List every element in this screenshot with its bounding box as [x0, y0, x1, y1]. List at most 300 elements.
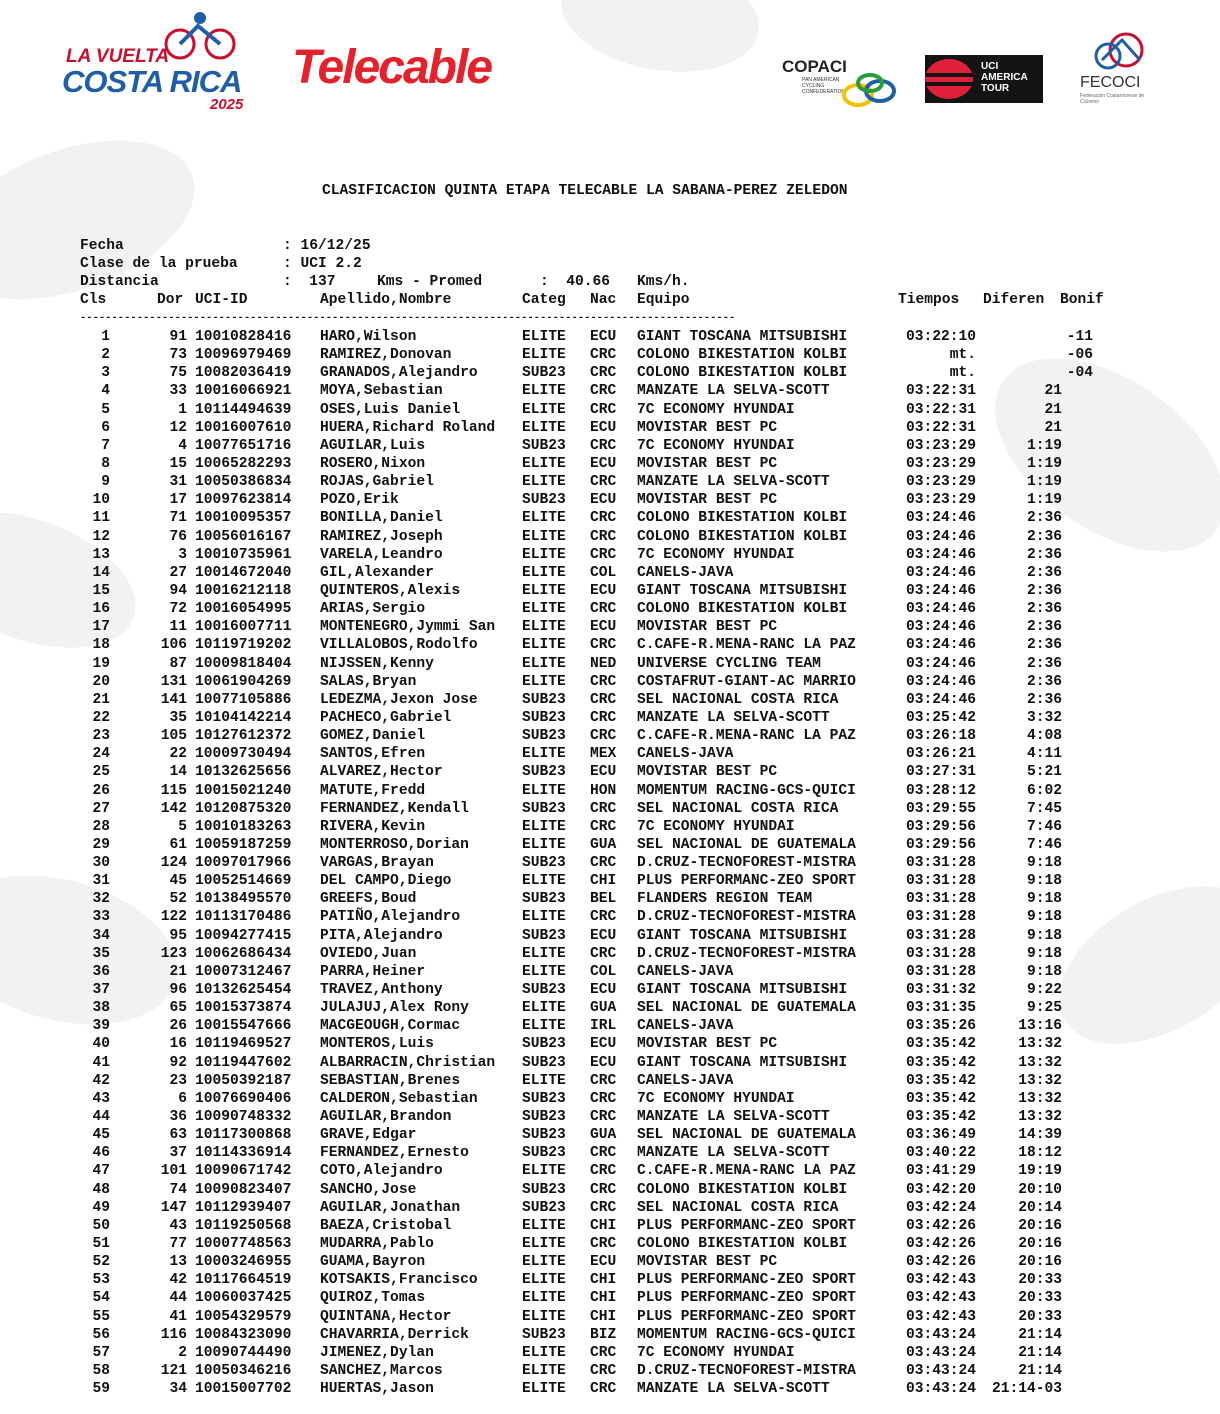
cell-uci: 10094277415 — [195, 927, 292, 944]
cell-nac: CRC — [590, 1090, 617, 1107]
cell-team: GIANT TOSCANA MITSUBISHI — [637, 582, 848, 599]
cell-team: 7C ECONOMY HYUNDAI — [637, 818, 795, 835]
cell-nac: CRC — [590, 383, 617, 400]
cell-cls: 8 — [101, 455, 110, 472]
cell-dor: 65 — [169, 1000, 187, 1017]
cell-uci: 10065282293 — [195, 455, 292, 472]
cell-uci: 10054329579 — [195, 1308, 292, 1325]
cell-cls: 1 — [101, 329, 110, 345]
cell-time: 03:31:28 — [905, 891, 976, 908]
fecoci-logo — [1078, 30, 1158, 112]
cell-diff: 2:36 — [1026, 619, 1062, 636]
cell-name: AGUILAR,Brandon — [320, 1109, 452, 1126]
cell-categ: ELITE — [522, 455, 566, 472]
uci-line3: TOUR — [981, 83, 1010, 94]
cell-team: C.CAFE-R.MENA-RANC LA PAZ — [637, 637, 856, 654]
cell-dor: 37 — [169, 1145, 187, 1162]
cell-time: 03:41:29 — [905, 1163, 976, 1180]
cell-name: GOMEZ,Daniel — [320, 728, 426, 745]
cell-nac: CRC — [590, 1163, 617, 1180]
cell-uci: 10113170486 — [195, 909, 292, 926]
cell-cls: 2 — [101, 347, 110, 364]
cell-name: CHAVARRIA,Derrick — [320, 1326, 469, 1343]
cell-dor: 41 — [169, 1308, 187, 1325]
cell-categ: ELITE — [522, 1381, 566, 1398]
cell-uci: 10119469527 — [195, 1036, 292, 1053]
cell-team: MOMENTUM RACING-GCS-QUICI — [637, 1326, 856, 1343]
cell-time: 03:42:26 — [905, 1217, 976, 1234]
cell-team: SEL NACIONAL DE GUATEMALA — [637, 1127, 856, 1144]
cell-nac: CRC — [590, 800, 617, 817]
cell-nac: ECU — [590, 982, 617, 999]
cell-nac: ECU — [590, 492, 617, 509]
cell-time: 03:27:31 — [905, 764, 976, 781]
cell-time: 03:43:24 — [905, 1381, 976, 1398]
cell-name: ARIAS,Sergio — [320, 601, 426, 618]
cell-nac: ECU — [590, 582, 617, 599]
cell-time: 03:42:43 — [905, 1272, 976, 1289]
uci-stripes-icon — [925, 55, 981, 103]
cell-cls: 12 — [92, 528, 110, 545]
cell-diff: 9:18 — [1026, 891, 1062, 908]
cell-name: QUIROZ,Tomas — [320, 1290, 426, 1307]
cell-cls: 59 — [92, 1381, 110, 1398]
cell-diff: 2:36 — [1026, 601, 1062, 618]
cell-uci: 10104142214 — [195, 709, 292, 726]
cell-cls: 36 — [92, 963, 110, 980]
cell-dor: 63 — [169, 1127, 187, 1144]
fecha-value: : 16/12/25 — [283, 238, 371, 254]
cell-categ: ELITE — [522, 945, 566, 962]
col-bonif: Bonif — [1060, 292, 1104, 308]
col-uci-id: UCI-ID — [195, 292, 248, 308]
cell-time: 03:31:28 — [905, 927, 976, 944]
cell-categ: SUB23 — [522, 1181, 566, 1198]
cell-nac: CRC — [590, 1181, 617, 1198]
cell-time: 03:24:46 — [905, 510, 976, 527]
cell-categ: ELITE — [522, 401, 566, 418]
cell-uci: 10119719202 — [195, 637, 292, 654]
cell-uci: 10003246955 — [195, 1254, 292, 1271]
cell-uci: 10052514669 — [195, 873, 292, 890]
cell-nac: CRC — [590, 546, 617, 563]
cell-uci: 10097017966 — [195, 855, 292, 872]
cell-time: 03:42:24 — [905, 1199, 976, 1216]
cell-nac: CRC — [590, 401, 617, 418]
cell-categ: ELITE — [522, 1272, 566, 1289]
promed-label: Kms - Promed — [377, 274, 483, 290]
cell-categ: SUB23 — [522, 1109, 566, 1126]
cell-diff: 9:22 — [1026, 982, 1062, 999]
cell-cls: 34 — [92, 927, 110, 944]
cell-time: 03:28:12 — [905, 782, 976, 799]
cell-uci: 10009730494 — [195, 746, 292, 763]
cell-nac: CRC — [590, 437, 617, 454]
cell-nac: CRC — [590, 1362, 617, 1379]
cell-dor: 123 — [160, 945, 187, 962]
cyclist-icon — [160, 10, 240, 60]
cell-cls: 52 — [92, 1254, 110, 1271]
cell-name: HARO,Wilson — [320, 329, 417, 345]
cell-team: MOVISTAR BEST PC — [637, 455, 778, 472]
cell-name: RIVERA,Kevin — [320, 818, 426, 835]
cell-name: BAEZA,Cristobal — [320, 1217, 452, 1234]
cell-categ: ELITE — [522, 836, 566, 853]
cell-uci: 10016007610 — [195, 419, 292, 436]
cell-diff: 21 — [1044, 401, 1062, 418]
cell-dor: 52 — [169, 891, 187, 908]
cell-time: 03:31:28 — [905, 963, 976, 980]
cell-team: PLUS PERFORMANC-ZEO SPORT — [637, 1217, 856, 1234]
cell-team: GIANT TOSCANA MITSUBISHI — [637, 927, 848, 944]
cell-diff: 21:14 — [1018, 1326, 1062, 1343]
cell-team: C.CAFE-R.MENA-RANC LA PAZ — [637, 1163, 856, 1180]
cell-nac: CRC — [590, 1381, 617, 1398]
cell-team: MOVISTAR BEST PC — [637, 764, 778, 781]
col-time: Tiempos — [898, 292, 960, 308]
cell-diff: 9:18 — [1026, 963, 1062, 980]
cell-nac: CRC — [590, 1145, 617, 1162]
cell-dor: 141 — [160, 691, 187, 708]
cell-name: SALAS,Bryan — [320, 673, 417, 690]
cell-cls: 3 — [101, 365, 110, 382]
cell-dor: 142 — [160, 800, 187, 817]
clase-label: Clase de la prueba — [80, 256, 238, 272]
cell-diff: 20:16 — [1018, 1217, 1062, 1234]
cell-time: 03:22:31 — [905, 383, 976, 400]
cell-diff: 9:18 — [1026, 909, 1062, 926]
cell-name: MOYA,Sebastian — [320, 383, 443, 400]
telecable-logo: Telecable — [292, 41, 492, 94]
fecoci-cyclist-icon — [1078, 30, 1158, 74]
cell-categ: ELITE — [522, 909, 566, 926]
cell-team: GIANT TOSCANA MITSUBISHI — [637, 329, 848, 345]
cell-team: SEL NACIONAL COSTA RICA — [637, 691, 839, 708]
cell-categ: ELITE — [522, 1236, 566, 1252]
cell-uci: 10010735961 — [195, 546, 292, 563]
cell-name: BONILLA,Daniel — [320, 510, 443, 527]
cell-dor: 121 — [160, 1362, 187, 1379]
cell-name: HUERA,Richard Roland — [320, 419, 496, 436]
cell-categ: SUB23 — [522, 1036, 566, 1053]
cell-cls: 44 — [92, 1109, 110, 1126]
cell-time: 03:24:46 — [905, 528, 976, 545]
cell-nac: CRC — [590, 1199, 617, 1216]
cell-diff: 2:36 — [1026, 582, 1062, 599]
cell-nac: CHI — [590, 1290, 617, 1307]
uci-text — [981, 61, 1028, 94]
cell-uci: 10127612372 — [195, 728, 292, 745]
cell-cls: 20 — [92, 673, 110, 690]
cell-categ: ELITE — [522, 582, 566, 599]
col-categ: Categ — [522, 292, 566, 308]
cell-categ: ELITE — [522, 619, 566, 636]
cell-name: MONTENEGRO,Jymmi San — [320, 619, 496, 636]
cell-diff: 7:46 — [1026, 818, 1062, 835]
cell-diff: 7:45 — [1026, 800, 1062, 817]
cell-uci: 10117664519 — [195, 1272, 292, 1289]
cell-cls: 30 — [92, 855, 110, 872]
cell-diff: 20:33 — [1018, 1308, 1062, 1325]
cell-dor: 122 — [160, 909, 187, 926]
cell-time: 03:40:22 — [905, 1145, 976, 1162]
cell-diff: 2:36 — [1026, 637, 1062, 654]
distancia-label: Distancia — [80, 274, 159, 290]
cell-uci: 10062686434 — [195, 945, 292, 962]
cell-uci: 10060037425 — [195, 1290, 292, 1307]
cell-cls: 7 — [101, 437, 110, 454]
cell-diff: 21:14 — [1018, 1344, 1062, 1361]
cell-cls: 29 — [92, 836, 110, 853]
cell-cls: 33 — [92, 909, 110, 926]
cell-time: 03:23:29 — [905, 437, 976, 454]
copaci-name: COPACI — [782, 57, 847, 76]
cell-time: 03:35:26 — [905, 1018, 976, 1035]
cell-nac: CRC — [590, 601, 617, 618]
cell-name: GRAVE,Edgar — [320, 1127, 417, 1144]
cell-time: 03:43:24 — [905, 1326, 976, 1343]
cell-categ: ELITE — [522, 655, 566, 672]
cell-dor: 17 — [169, 492, 187, 509]
cell-diff: 4:08 — [1026, 728, 1062, 745]
cell-nac: CHI — [590, 873, 617, 890]
cell-nac: GUA — [590, 1000, 617, 1017]
cell-diff: 2:36 — [1026, 673, 1062, 690]
cell-categ: ELITE — [522, 510, 566, 527]
cell-uci: 10016007711 — [195, 619, 292, 636]
cell-nac: CRC — [590, 673, 617, 690]
cell-team: MANZATE LA SELVA-SCOTT — [637, 474, 830, 491]
cell-uci: 10119250568 — [195, 1217, 292, 1234]
cell-team: PLUS PERFORMANC-ZEO SPORT — [637, 1290, 856, 1307]
cell-diff: 14:39 — [1018, 1127, 1062, 1144]
cell-diff: 13:16 — [1018, 1018, 1062, 1035]
cell-categ: ELITE — [522, 383, 566, 400]
cell-categ: ELITE — [522, 818, 566, 835]
cell-name: CALDERON,Sebastian — [320, 1090, 478, 1107]
cell-uci: 10138495570 — [195, 891, 292, 908]
cell-cls: 6 — [101, 419, 110, 436]
cell-dor: 91 — [169, 329, 187, 345]
cell-diff: 9:18 — [1026, 873, 1062, 890]
cell-uci: 10090748332 — [195, 1109, 292, 1126]
cell-team: MOVISTAR BEST PC — [637, 619, 778, 636]
cell-diff: 1:19 — [1026, 474, 1062, 491]
fecoci-name: FECOCI — [1080, 74, 1141, 91]
cell-nac: ECU — [590, 455, 617, 472]
cell-uci: 10090671742 — [195, 1163, 292, 1180]
cell-team: SEL NACIONAL COSTA RICA — [637, 800, 839, 817]
cell-categ: ELITE — [522, 1308, 566, 1325]
cell-name: PARRA,Heiner — [320, 963, 426, 980]
cell-nac: ECU — [590, 329, 617, 345]
cell-diff: 5:21 — [1026, 764, 1062, 781]
cell-diff: 13:32 — [1018, 1090, 1062, 1107]
cell-diff: 1:19 — [1026, 437, 1062, 454]
cell-cls: 47 — [92, 1163, 110, 1180]
cell-name: GREEFS,Boud — [320, 891, 417, 908]
cell-categ: ELITE — [522, 873, 566, 890]
cell-time: 03:42:43 — [905, 1308, 976, 1325]
cell-team: MOMENTUM RACING-GCS-QUICI — [637, 782, 856, 799]
cell-categ: SUB23 — [522, 927, 566, 944]
cell-time: 03:29:56 — [905, 818, 976, 835]
distancia-value: : 137 — [283, 274, 336, 290]
cell-dor: 11 — [169, 619, 187, 636]
cell-name: SANTOS,Efren — [320, 746, 426, 763]
cell-diff: 7:46 — [1026, 836, 1062, 853]
cell-dor: 74 — [169, 1181, 187, 1198]
cell-time: 03:24:46 — [905, 637, 976, 654]
cell-nac: CRC — [590, 709, 617, 726]
cell-team: CANELS-JAVA — [637, 1072, 734, 1089]
cell-diff: 13:32 — [1018, 1072, 1062, 1089]
cell-nac: GUA — [590, 1127, 617, 1144]
cell-cls: 24 — [92, 746, 110, 763]
cell-categ: ELITE — [522, 528, 566, 545]
cell-uci: 10050392187 — [195, 1072, 292, 1089]
cell-nac: COL — [590, 564, 617, 581]
cell-nac: ECU — [590, 619, 617, 636]
cell-time: 03:24:46 — [905, 691, 976, 708]
cell-cls: 28 — [92, 818, 110, 835]
cell-cls: 26 — [92, 782, 110, 799]
cell-diff: 21 — [1044, 383, 1062, 400]
cell-categ: ELITE — [522, 546, 566, 563]
cell-dor: 23 — [169, 1072, 187, 1089]
fecha-label: Fecha — [80, 238, 124, 254]
cell-uci: 10120875320 — [195, 800, 292, 817]
cell-dor: 34 — [169, 1381, 187, 1398]
promed-unit: Kms/h. — [637, 274, 690, 290]
cell-name: DEL CAMPO,Diego — [320, 873, 452, 890]
cell-uci: 10112939407 — [195, 1199, 292, 1216]
cell-uci: 10016054995 — [195, 601, 292, 618]
cell-nac: NED — [590, 655, 617, 672]
cell-cls: 32 — [92, 891, 110, 908]
cell-cls: 37 — [92, 982, 110, 999]
cell-dor: 124 — [160, 855, 187, 872]
cell-name: AGUILAR,Jonathan — [320, 1199, 461, 1216]
sponsor-header — [0, 0, 1220, 130]
cell-diff: 1:19 — [1026, 455, 1062, 472]
cell-cls: 9 — [101, 474, 110, 491]
cell-cls: 23 — [92, 728, 110, 745]
cell-uci: 10117300868 — [195, 1127, 292, 1144]
table-header — [80, 291, 1104, 309]
cell-diff: 20:16 — [1018, 1236, 1062, 1252]
cell-name: JULAJUJ,Alex Rony — [320, 1000, 469, 1017]
cell-time: 03:24:46 — [905, 582, 976, 599]
cell-diff: 19:19 — [1018, 1163, 1062, 1180]
cell-name: GRANADOS,Alejandro — [320, 365, 478, 382]
cell-categ: ELITE — [522, 963, 566, 980]
cell-categ: ELITE — [522, 1290, 566, 1307]
uci-line2: AMERICA — [981, 72, 1028, 83]
cell-time: 03:24:46 — [905, 655, 976, 672]
cell-team: CANELS-JAVA — [637, 746, 734, 763]
cell-diff: 6:02 — [1026, 782, 1062, 799]
cell-dor: 71 — [169, 510, 187, 527]
cell-team: COLONO BIKESTATION KOLBI — [637, 528, 848, 545]
col-diff: Diferen — [983, 292, 1045, 308]
cell-diff: 9:18 — [1026, 945, 1062, 962]
cell-diff: 2:36 — [1026, 510, 1062, 527]
cell-name: GUAMA,Bayron — [320, 1254, 426, 1271]
cell-uci: 10015373874 — [195, 1000, 292, 1017]
cell-time: 03:35:42 — [905, 1054, 976, 1071]
cell-team: 7C ECONOMY HYUNDAI — [637, 437, 795, 454]
cell-categ: ELITE — [522, 329, 566, 345]
fecoci-subtitle: Federación Costarricense de Ciclismo — [1080, 93, 1145, 105]
cell-name: POZO,Erik — [320, 492, 399, 509]
cell-nac: CRC — [590, 474, 617, 491]
cell-nac: MEX — [590, 746, 617, 763]
cell-categ: SUB23 — [522, 855, 566, 872]
cell-name: ROSERO,Nixon — [320, 455, 426, 472]
cell-name: ALVAREZ,Hector — [320, 764, 443, 781]
cell-dor: 72 — [169, 601, 187, 618]
cell-team: CANELS-JAVA — [637, 564, 734, 581]
cell-time: 03:43:24 — [905, 1344, 976, 1361]
cell-time: 03:42:26 — [905, 1236, 976, 1252]
cell-name: SEBASTIAN,Brenes — [320, 1072, 461, 1089]
cell-dor: 44 — [169, 1290, 187, 1307]
col-cls: Cls — [80, 292, 107, 308]
cell-team: COLONO BIKESTATION KOLBI — [637, 1236, 848, 1252]
cell-time: 03:23:29 — [905, 492, 976, 509]
cell-categ: SUB23 — [522, 1326, 566, 1343]
col-team: Equipo — [637, 292, 690, 308]
cell-categ: ELITE — [522, 1018, 566, 1035]
cell-time: 03:25:42 — [905, 709, 976, 726]
cell-uci: 10132625656 — [195, 764, 292, 781]
cell-diff: 20:10 — [1018, 1181, 1062, 1198]
cell-time: 03:23:29 — [905, 474, 976, 491]
cell-dor: 96 — [169, 982, 187, 999]
cell-categ: ELITE — [522, 1163, 566, 1180]
cell-team: 7C ECONOMY HYUNDAI — [637, 546, 795, 563]
cell-categ: ELITE — [522, 601, 566, 618]
cell-team: COLONO BIKESTATION KOLBI — [637, 347, 848, 364]
cell-cls: 40 — [92, 1036, 110, 1053]
cell-categ: SUB23 — [522, 891, 566, 908]
cell-categ: ELITE — [522, 564, 566, 581]
cell-dor: 2 — [178, 1344, 187, 1361]
cell-cls: 22 — [92, 709, 110, 726]
cell-time: 03:31:35 — [905, 1000, 976, 1017]
background-leaf — [0, 486, 154, 674]
uci-america-tour-logo — [925, 55, 1043, 103]
cell-cls: 56 — [92, 1326, 110, 1343]
cell-categ: ELITE — [522, 1344, 566, 1361]
cell-uci: 10076690406 — [195, 1090, 292, 1107]
cell-time: 03:29:55 — [905, 800, 976, 817]
cell-categ: ELITE — [522, 1000, 566, 1017]
cell-nac: ECU — [590, 927, 617, 944]
cell-name: TRAVEZ,Anthony — [320, 982, 443, 999]
cell-dor: 45 — [169, 873, 187, 890]
cell-uci: 10077651716 — [195, 437, 292, 454]
cell-uci: 10077105886 — [195, 691, 292, 708]
cell-nac: CHI — [590, 1272, 617, 1289]
cell-time: 03:35:42 — [905, 1072, 976, 1089]
cell-name: ALBARRACIN,Christian — [320, 1054, 496, 1071]
cell-dor: 5 — [178, 818, 187, 835]
cell-nac: CRC — [590, 691, 617, 708]
cell-name: QUINTANA,Hector — [320, 1308, 452, 1325]
cell-team: MANZATE LA SELVA-SCOTT — [637, 383, 830, 400]
